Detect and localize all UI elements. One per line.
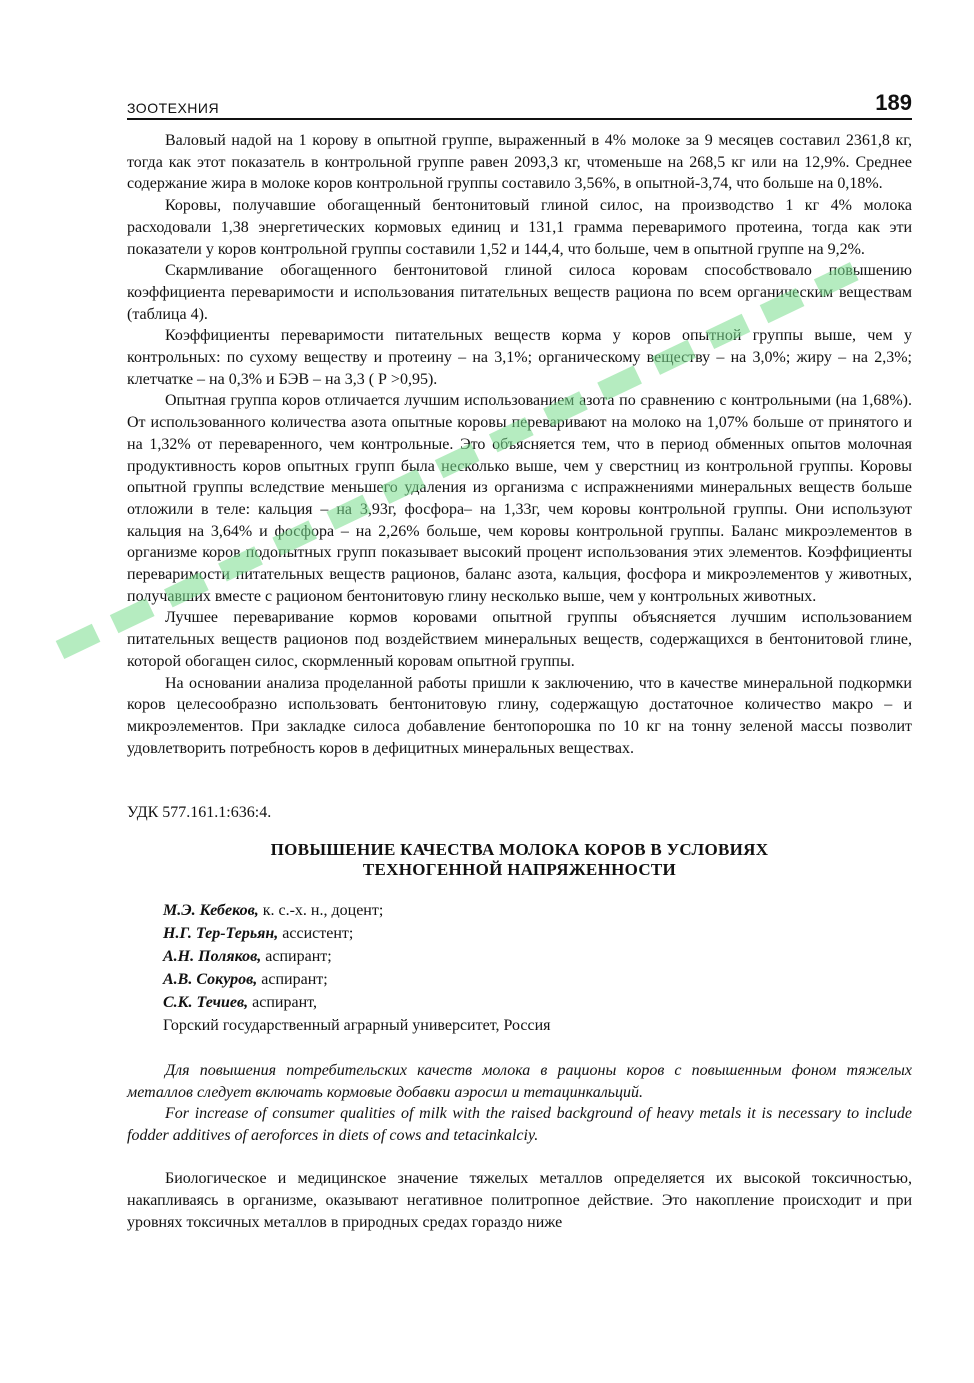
page	[127, 88, 912, 1233]
paragraph: Коровы, получавшие обогащенный бентонитовый глиной силос, на производство 1 кг 4% молока расходовали 1,38 энергетических кормовых единиц и 131,1 грамма переваримого протеина, тогда как эти показатели у коров контрольной группы составили 1,52 и 144,4, что больше, чем в опытной группе на 9,2%.	[127, 197, 912, 258]
paragraph: На основании анализа проделанной работы пришли к заключению, что в качестве минеральной подкормки коров целесообразно использовать бентонитовую глину, содержащую достаточное количество макро – и микроэлементов. При закладке силоса добавление бентопорошка по 10 кг на тонну зеленой массы позволит удовлетворить потребность коров в дефицитных минеральных веществах.	[127, 674, 912, 757]
author-role: аспирант,	[248, 994, 317, 1012]
article-title	[127, 840, 912, 880]
paragraph: Опытная группа коров отличается лучшим использованием азота по сравнению с контрольными (на 1,68%). От использованного количества азота опытные коровы переваривают на молоко на 1,07% больше от принятого и на 1,32% от переваренного, чем контрольные. Это объясняется тем, что в период обменных опытов молочная продуктивность коров опытных групп была несколько выше, чем у сверстниц из контрольной группы. Коровы опытной группы вследствие меньшего удаления из организма с испражнениями минеральных веществ больше отложили в теле: кальция – на 3,93г, фосфора– на 1,33г, чем коровы контрольной группы. Они используют кальция на 3,64% и фосфора – на 2,26% больше, чем коровы контрольной группы. Баланс микроэлементов в организме коров подопытных групп показывает высокий процент использования этих элементов. Коэффициенты переваримости питательных веществ рационов, баланс азота, кальция, фосфора и микроэлементов у животных, получавших вместе с рационом бентонитовую глину несколько выше, чем у контрольных животных.	[127, 392, 912, 605]
author-role: к. с.-х. н., доцент;	[258, 902, 384, 920]
paragraph: Валовый надой на 1 корову в опытной группе, выраженный в 4% молоке за 9 месяцев составил 2361,8 кг, тогда как этот показатель в контрольной группе равен 2093,3 кг, чтоменьше на 268,5 кг или на 12,9%. Среднее содержание жира в молоке коров контрольной группы составило 3,56%, в опытной-3,74, что больше на 0,18%.	[127, 132, 912, 193]
abstract-ru: Для повышения потребительских качеств молока в рационы коров с повышенным фоном тяжелых металлов следует включать кормовые добавки аэросил и тетацинкальций.	[127, 1062, 912, 1101]
author	[163, 991, 912, 1014]
author-list	[127, 899, 912, 1037]
author-name: С.К. Течиев,	[163, 994, 249, 1012]
author-name: М.Э. Кебеков,	[163, 902, 259, 920]
article-continuation	[127, 130, 912, 759]
paragraph: Биологическое и медицинское значение тяжелых металлов определяется их высокой токсичностью, накапливаясь в организме, оказывают негативное политропное действие. Это накопление происходит и при уровнях токсичных металлов в природных средах гораздо ниже	[127, 1170, 912, 1231]
author-name: А.В. Сокуров,	[163, 971, 258, 989]
paragraph: Скармливание обогащенного бентонитовой глиной силоса коровам способствовало повышению коэффициента переваримости и использования питательных веществ рациона по всем органическим веществам (таблица 4).	[127, 262, 912, 323]
author	[163, 968, 912, 991]
author-name: А.Н. Поляков,	[163, 948, 262, 966]
udk-code: УДК 577.161.1:636:4.	[127, 804, 272, 822]
abstract	[127, 1060, 912, 1146]
paragraph: Коэффициенты переваримости питательных веществ корма у коров опытной группы выше, чем у контрольных: по сухому веществу и протеину – на 3,1%; органическому веществу – на 3,0%; жиру – на 2,3%; клетчатке – на 0,3% и БЭВ – на 3,3 ( Р >0,95).	[127, 327, 912, 388]
author	[163, 945, 912, 968]
paragraph: Лучшее переваривание кормов коровами опытной группы объясняется лучшим использованием питательных веществ рационов под воздействием минеральных веществ, содержащихся в бентонитовой глине, которой обогащен силос, скормленный коровам опытной группы.	[127, 609, 912, 670]
abstract-en: For increase of consumer qualities of milk with the raised background of heavy metals it is necessary to include fodder additives of aeroforces in diets of cows and tetacinkalciy.	[127, 1105, 912, 1144]
author-role: аспирант;	[257, 971, 328, 989]
title-line: ТЕХНОГЕННОЙ НАПРЯЖЕННОСТИ	[362, 860, 677, 880]
title-line: ПОВЫШЕНИЕ КАЧЕСТВА МОЛОКА КОРОВ В УСЛОВИЯХ	[270, 840, 769, 860]
author	[163, 922, 912, 945]
page-number: 189	[875, 90, 912, 115]
section-title: ЗООТЕХНИЯ	[127, 100, 220, 116]
affiliation: Горский государственный аграрный университет, Россия	[163, 1017, 551, 1035]
author-name: Н.Г. Тер-Терьян,	[163, 925, 279, 943]
author-role: аспирант;	[261, 948, 332, 966]
article-intro	[127, 1168, 912, 1233]
author-role: ассистент;	[278, 925, 354, 943]
author	[163, 899, 912, 922]
running-header	[127, 88, 912, 120]
